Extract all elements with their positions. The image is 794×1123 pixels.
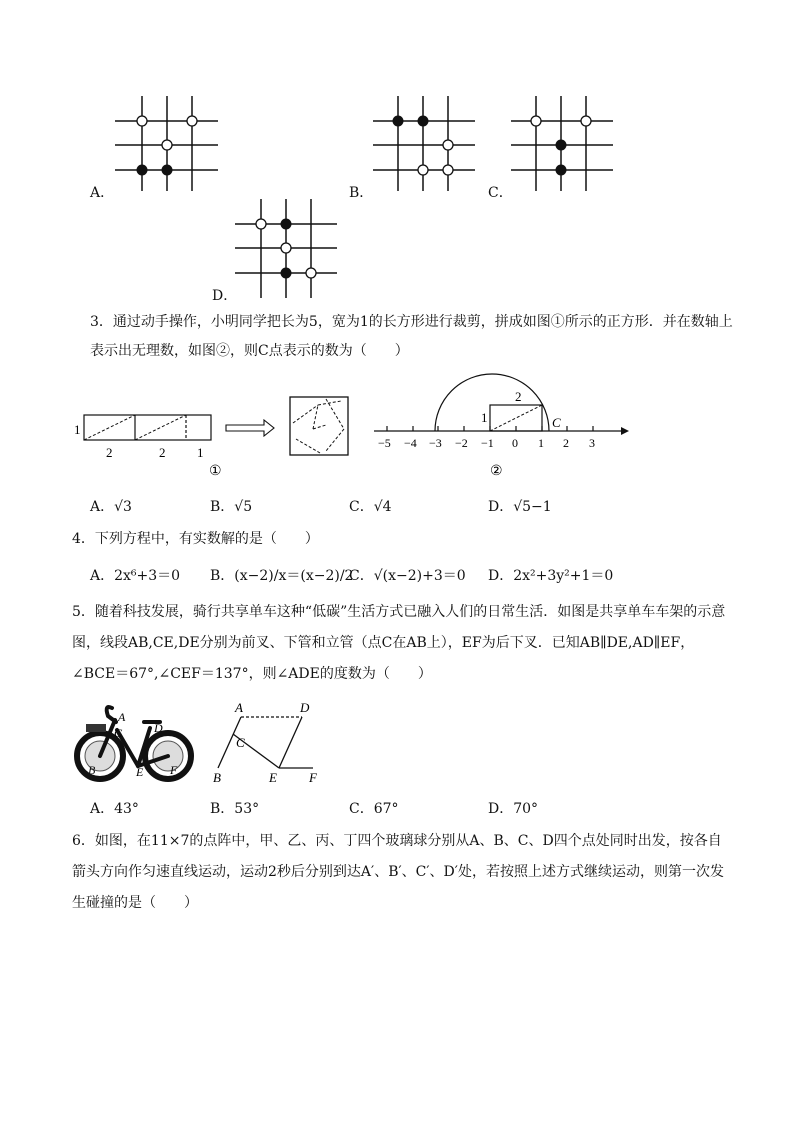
tick-label: −3 <box>429 436 442 450</box>
q5-line-2: 图，线段AB,CE,DE分别为前叉、下管和立管（点C在AB上），EF为后下叉．已知AB∥DE,AD∥EF， <box>72 635 695 651</box>
numline-label-1: 1 <box>481 410 488 425</box>
bottom-label-1: 2 <box>106 445 113 460</box>
q6-line-3: 生碰撞的是（ ） <box>72 895 198 911</box>
q6-line-1: 6．如图，在11×7的点阵中，甲、乙、丙、丁四个玻璃球分别从A、B、C、D四个点处同时出发，按各自 <box>72 833 722 849</box>
q5-option-a: A．43° <box>90 801 139 817</box>
q4-option-c: C．√(x−2)+3＝0 <box>349 568 466 584</box>
bike-label-c: C <box>114 726 123 740</box>
option-a-label: A． <box>90 185 115 201</box>
geo-label-e: E <box>269 770 277 785</box>
bottom-label-2: 2 <box>159 445 166 460</box>
q6-line-2: 箭头方向作匀速直线运动，运动2秒后分别到达A′、B′、C′、D′处，若按照上述方式继续运动，则第一次发 <box>72 864 724 880</box>
q4-option-d: D．2x²+3y²+1＝0 <box>488 568 614 584</box>
geo-label-c: C <box>236 735 245 750</box>
q4-option-b: B．(x−2)/x＝(x−2)/2 <box>210 568 354 584</box>
tick-label: 1 <box>538 436 544 450</box>
board-option-d <box>232 196 342 300</box>
figure-1-label: ① <box>209 464 222 479</box>
q5-option-b: B．53° <box>210 801 260 817</box>
tick-label: −4 <box>404 436 417 450</box>
q3-option-a: A．√3 <box>90 499 132 515</box>
q3-figure <box>66 365 636 490</box>
bike-label-f: F <box>170 763 178 777</box>
board-option-c <box>508 93 618 193</box>
q5-option-d: D．70° <box>488 801 539 817</box>
q5-line-3: ∠BCE＝67°,∠CEF＝137°，则∠ADE的度数为（ ） <box>72 666 432 682</box>
q5-line-1: 5．随着科技发展，骑行共享单车这种“低碳”生活方式已融入人们的日常生活．如图是共享单车车架的示意 <box>72 604 726 620</box>
option-b-label: B． <box>349 185 374 201</box>
geo-label-b: B <box>213 770 221 785</box>
tick-label: 2 <box>563 436 569 450</box>
board-option-a <box>110 93 225 193</box>
geo-label-d: D <box>300 700 310 715</box>
q5-option-c: C．67° <box>349 801 399 817</box>
point-c-label: C <box>552 415 561 430</box>
bike-label-d: D <box>154 721 163 735</box>
option-c-label: C． <box>488 185 513 201</box>
tick-label: −1 <box>481 436 494 450</box>
bike-label-e: E <box>136 765 144 779</box>
tick-label: −2 <box>455 436 468 450</box>
tick-label: 0 <box>512 436 518 450</box>
option-d-label: D． <box>212 288 238 304</box>
tick-label: −5 <box>378 436 391 450</box>
bike-label-a: A <box>118 710 126 724</box>
bike-label-b: B <box>88 763 96 777</box>
q3-option-c: C．√4 <box>349 499 392 515</box>
board-option-b <box>370 93 480 193</box>
q3-line-2: 表示出无理数，如图②，则C点表示的数为（ ） <box>90 343 409 359</box>
rect-side-label: 1 <box>74 422 81 437</box>
q3-option-d: D．√5−1 <box>488 499 552 515</box>
q4-stem: 4．下列方程中，有实数解的是（ ） <box>72 531 319 547</box>
q4-option-a: A．2x⁶+3＝0 <box>90 568 181 584</box>
figure-2-label: ② <box>490 464 503 479</box>
numline-label-2: 2 <box>515 389 522 404</box>
q5-geometry-figure <box>205 698 330 790</box>
q3-line-1: 3．通过动手操作，小明同学把长为5，宽为1的长方形进行裁剪，拼成如图①所示的正方形．并在数轴上 <box>90 314 733 330</box>
geo-label-a: A <box>235 700 243 715</box>
geo-label-f: F <box>309 770 317 785</box>
tick-label: 3 <box>589 436 595 450</box>
bicycle-image <box>72 700 197 788</box>
bottom-label-3: 1 <box>197 445 204 460</box>
q3-option-b: B．√5 <box>210 499 253 515</box>
